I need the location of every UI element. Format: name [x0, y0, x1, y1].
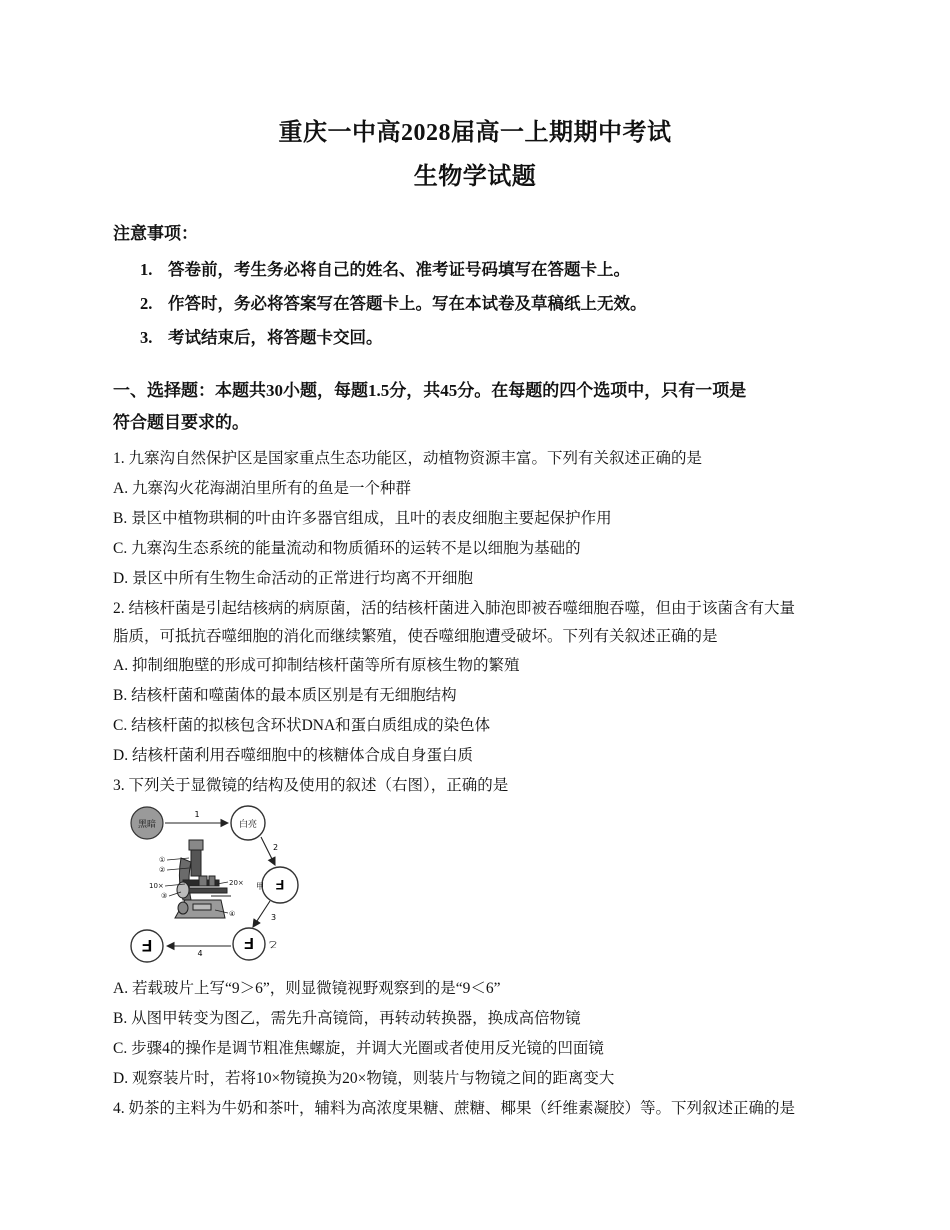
question-1-option-b: B. 景区中植物珙桐的叶由许多器官组成，且叶的表皮细胞主要起保护作用	[113, 510, 612, 527]
step-1-label: 1	[194, 810, 200, 819]
notice-item-number: 2.	[140, 294, 153, 313]
question-2-option-a: A. 抑制细胞壁的形成可抑制结核杆菌等所有原核生物的繁殖	[113, 657, 520, 674]
notice-heading: 注意事项：	[113, 224, 198, 243]
part-1-label: ①	[159, 856, 166, 864]
step-4-label: 4	[197, 949, 203, 958]
question-2-option-c: C. 结核杆菌的拟核包含环状DNA和蛋白质组成的染色体	[113, 717, 491, 734]
notice-item-text: 作答时，务必将答案写在答题卡上。写在本试卷及草稿纸上无效。	[168, 294, 647, 313]
exam-title: 重庆一中高2028届高一上期期中考试	[278, 120, 672, 146]
question-3-stem: 3. 下列关于显微镜的结构及使用的叙述（右图），正确的是	[113, 777, 509, 794]
notice-item	[140, 290, 647, 314]
question-4-stem: 4. 奶茶的主料为牛奶和茶叶，辅料为高浓度果糖、蔗糖、椰果（纤维素凝胶）等。下列叙述正确的是	[113, 1100, 796, 1117]
question-3-option-c: C. 步骤4的操作是调节粗准焦螺旋，并调大光圈或者使用反光镜的凹面镜	[113, 1040, 604, 1057]
section-instructions-line2: 符合题目要求的。	[113, 413, 249, 432]
notice-item-text: 答卷前，考生务必将自己的姓名、准考证号码填写在答题卡上。	[168, 260, 630, 279]
question-1-stem: 1. 九寨沟自然保护区是国家重点生态功能区，动植物资源丰富。下列有关叙述正确的是	[113, 450, 703, 467]
question-1-option-c: C. 九寨沟生态系统的能量流动和物质循环的运转不是以细胞为基础的	[113, 540, 581, 557]
question-2-stem-line1: 2. 结核杆菌是引起结核病的病原菌，活的结核杆菌进入肺泡即被吞噬细胞吞噬，但由于该菌含有大量	[113, 600, 796, 617]
question-3-option-d: D. 观察装片时，若将10×物镜换为20×物镜，则装片与物镜之间的距离变大	[113, 1070, 615, 1087]
notice-item	[140, 324, 383, 348]
view-final-letter: F	[141, 936, 153, 955]
dark-field-label: 黑暗	[137, 820, 157, 830]
objective-20x-label: 20×	[229, 879, 244, 887]
step-3-label: 3	[271, 913, 277, 922]
view-yi-letter: F	[244, 934, 254, 951]
part-3-label: ③	[161, 892, 168, 900]
question-2-option-b: B. 结核杆菌和噬菌体的最本质区别是有无细胞结构	[113, 687, 457, 704]
notice-item-number: 1.	[140, 260, 153, 279]
notice-item-text: 考试结束后，将答题卡交回。	[168, 328, 383, 347]
microscope-diagram	[125, 800, 310, 970]
objective-10x-label: 10×	[149, 882, 164, 890]
question-3-option-a: A. 若载玻片上写“9＞6”，则显微镜视野观察到的是“9＜6”	[113, 980, 501, 997]
question-3-option-b: B. 从图甲转变为图乙，需先升高镜筒，再转动转换器，换成高倍物镜	[113, 1010, 581, 1027]
step-2-label: 2	[273, 843, 279, 852]
question-2-stem-line2: 脂质，可抵抗吞噬细胞的消化而继续繁殖，使吞噬细胞遭受破坏。下列有关叙述正确的是	[113, 628, 718, 645]
part-4-label: ④	[229, 910, 236, 918]
section-instructions-line1: 一、选择题：本题共30小题，每题1.5分，共45分。在每题的四个选项中，只有一项是	[113, 381, 747, 400]
view-jia-letter: F	[275, 877, 285, 893]
view-jia-label: 甲	[256, 882, 264, 891]
microscope-icon	[175, 840, 231, 918]
question-2-option-d: D. 结核杆菌利用吞噬细胞中的核糖体合成自身蛋白质	[113, 747, 473, 764]
question-1-option-a: A. 九寨沟火花海湖泊里所有的鱼是一个种群	[113, 480, 411, 497]
notice-item-number: 3.	[140, 328, 153, 347]
notice-item	[140, 256, 630, 280]
step-3-arrow	[253, 901, 270, 927]
bright-field-label: 白亮	[238, 820, 258, 830]
microscope-figure	[125, 800, 310, 970]
question-1-option-d: D. 景区中所有生物生命活动的正常进行均离不开细胞	[113, 570, 473, 587]
view-yi-label: 乙	[269, 940, 277, 949]
exam-subtitle: 生物学试题	[413, 164, 537, 190]
part-2-label: ②	[159, 866, 166, 874]
